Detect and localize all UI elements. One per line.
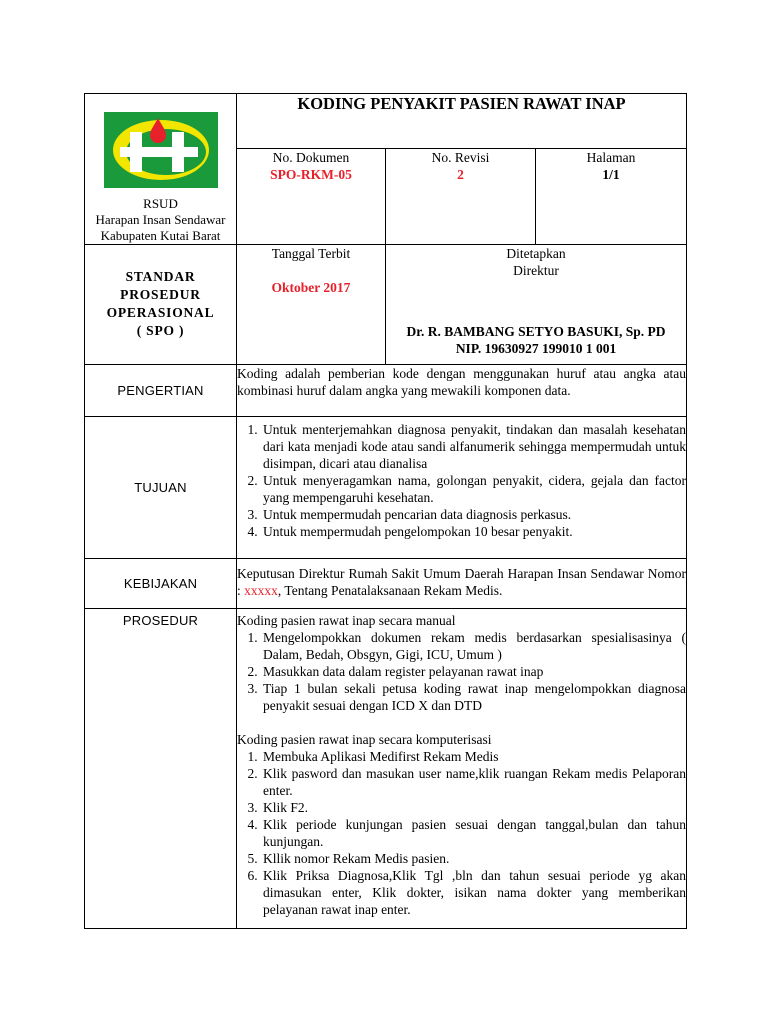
issue-date-cell — [237, 245, 386, 365]
hospital-logo-cell — [85, 94, 237, 245]
rs-name-1: RSUD — [143, 196, 178, 211]
page-cell — [536, 149, 687, 245]
page-value: 1/1 — [602, 167, 620, 183]
approval-cell — [386, 245, 687, 365]
rs-name-3: Kabupaten Kutai Barat — [100, 228, 221, 243]
tujuan-content — [237, 417, 687, 559]
list-item: 6. Klik Priksa Diagnosa,Klik Tgl ,bln dan tahun sesuai periode yg akan dimasukan enter, Klik dokter, isikan nama dokter yang memberikan pelayanan rawat inap enter. — [261, 867, 686, 918]
list-item: 3. Untuk mempermudah pencarian data diagnosis perkasus. — [261, 506, 686, 523]
pengertian-label: PENGERTIAN — [85, 365, 237, 417]
list-item: 3. Klik F2. — [261, 799, 686, 816]
revision-value: 2 — [457, 167, 464, 183]
list-item: 4. Klik periode kunjungan pasien sesuai dengan tanggal,bulan dan tahun kunjungan. — [261, 816, 686, 850]
approved-label: Ditetapkan — [506, 246, 566, 261]
document-title: KODING PENYAKIT PASIEN RAWAT INAP — [237, 94, 687, 149]
spo-title-cell — [85, 245, 237, 365]
spo-table — [84, 93, 687, 929]
kebijakan-number: xxxxx — [244, 583, 278, 598]
manual-heading: Koding pasien rawat inap secara manual — [237, 613, 456, 628]
director-nip: NIP. 19630927 199010 1 001 — [455, 341, 617, 356]
issue-date-value: Oktober 2017 — [271, 280, 351, 295]
doc-number-cell — [237, 149, 386, 245]
spo-line-1: STANDAR — [125, 269, 196, 284]
komputer-heading: Koding pasien rawat inap secara komputerisasi — [237, 732, 492, 747]
kebijakan-label: KEBIJAKAN — [85, 559, 237, 609]
spo-line-2: PROSEDUR — [120, 287, 201, 302]
prosedur-label: PROSEDUR — [85, 609, 237, 929]
tujuan-label: TUJUAN — [85, 417, 237, 559]
rs-name-2: Harapan Insan Sendawar — [95, 212, 226, 227]
kebijakan-pre: Keputusan Direktur Rumah Sakit Umum Daerah Harapan Insan Sendawar Nomor : — [237, 566, 687, 598]
list-item: 3. Tiap 1 bulan sekali petusa koding rawat inap mengelompokkan diagnosa penyakit sesuai dengan ICD X dan DTD — [261, 680, 686, 714]
doc-number-value: SPO-RKM-05 — [270, 167, 352, 183]
pengertian-text: Koding adalah pemberian kode dengan menggunakan huruf atau angka atau kombinasi huruf dalam angka yang mewakili komponen data. — [237, 365, 687, 417]
kebijakan-post: , Tentang Penatalaksanaan Rekam Medis. — [277, 583, 503, 598]
list-item: 1. Untuk menterjemahkan diagnosa penyakit, tindakan dan masalah kesehatan dari kata menjadi kode atau sandi alfanumerik sehingga mempermudah untuk disimpan, dicari atau dianalisa — [261, 421, 686, 472]
approved-role: Direktur — [513, 263, 559, 278]
list-item: 4. Untuk mempermudah pengelompokan 10 besar penyakit. — [261, 523, 686, 540]
prosedur-content — [237, 609, 687, 929]
issue-date-label: Tanggal Terbit — [271, 246, 351, 261]
page-label: Halaman — [586, 150, 636, 166]
list-item: 2. Klik pasword dan masukan user name,klik ruangan Rekam medis Pelaporan enter. — [261, 765, 686, 799]
doc-number-label: No. Dokumen — [272, 150, 350, 166]
director-name: Dr. R. BAMBANG SETYO BASUKI, Sp. PD — [406, 324, 666, 339]
list-item: 1. Mengelompokkan dokumen rekam medis berdasarkan spesialisasinya ( Dalam, Bedah, Obsgyn, Gigi, ICU, Umum ) — [261, 629, 686, 663]
revision-label: No. Revisi — [431, 150, 490, 166]
list-item: 2. Masukkan data dalam register pelayanan rawat inap — [261, 663, 686, 680]
revision-cell — [386, 149, 536, 245]
list-item: 5. Kllik nomor Rekam Medis pasien. — [261, 850, 686, 867]
hospital-logo-icon — [102, 110, 220, 190]
list-item: 2. Untuk menyeragamkan nama, golongan penyakit, cidera, gejala dan factor yang mempengaruhi kesehatan. — [261, 472, 686, 506]
kebijakan-text — [237, 559, 687, 609]
spo-line-4: ( SPO ) — [136, 323, 185, 338]
list-item: 1. Membuka Aplikasi Medifirst Rekam Medis — [261, 748, 686, 765]
spo-line-3: OPERASIONAL — [106, 305, 215, 320]
